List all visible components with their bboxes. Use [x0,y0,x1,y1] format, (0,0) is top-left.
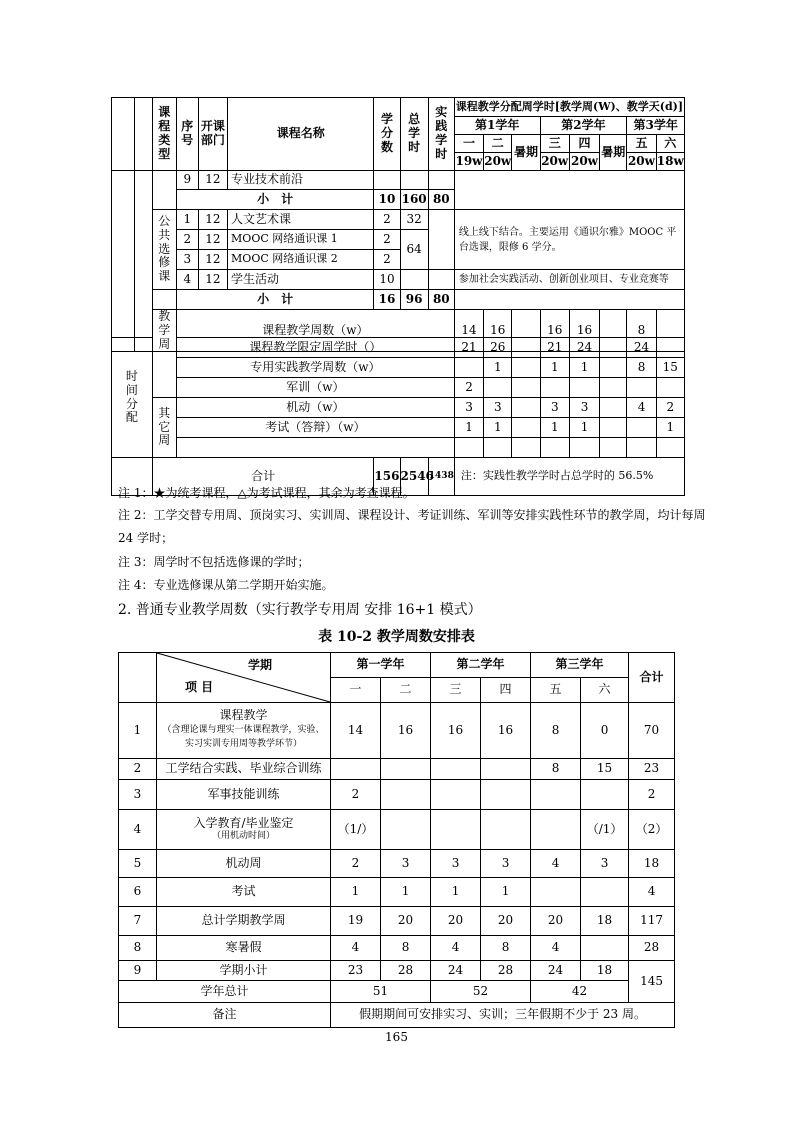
row-number: 4 [119,810,157,850]
table-cell [484,438,512,458]
header-weeks4: 20w [569,153,599,171]
blank-cell [135,171,153,352]
table-cell [581,878,629,907]
total-note: 注：实践性教学学时占总学时的 56.5% [454,458,684,496]
table-cell: 3 [481,850,531,878]
row-total: 70 [629,703,675,759]
table-cell: 2 [454,378,483,398]
header-course-name: 课程名称 [228,98,374,171]
elective-group-label: 公 共 选 修 课 [152,210,176,290]
table-cell: 16 [540,310,569,352]
table-cell: 1 [569,418,599,438]
remark-text: 假期期间可安排实习、实训；三年假期不少于 23 周。 [331,1003,675,1028]
table-cell: 26 [484,338,512,358]
header-year3: 第3学年 [627,117,685,135]
header-item: 项 目 [185,680,214,694]
table-cell: 4 [431,936,481,961]
table-cell [454,171,684,210]
row-label: 入学教育/毕业鉴定 [193,816,294,831]
header-sem6: 六 [656,135,684,153]
note-2-cont: 24 学时； [118,531,174,545]
header-year2: 第二学年 [431,653,531,678]
table-cell: 15 [581,759,629,780]
header-diagonal [157,653,331,703]
table-cell: 20 [431,907,481,936]
table-cell: 24 [431,961,481,981]
table-cell [374,171,400,190]
table-cell [454,290,684,310]
header-sem3: 三 [540,135,569,153]
note-activity: 参加社会实践活动、创新创业项目、专业竞赛等 [454,270,684,290]
table-cell: 18 [581,907,629,936]
table-cell [569,438,599,458]
subtotal-label: 小 计 [176,290,374,310]
subtotal-hours: 160 [400,190,428,210]
table-cell [381,780,431,810]
table-cell [512,438,540,458]
table-cell [481,780,531,810]
table-row [119,780,675,810]
table-cell [627,418,656,438]
header-course-type: 课 程 类 型 [152,98,176,171]
header-hours: 总 学 时 [400,98,428,171]
table-cell: 2 [374,210,400,230]
table-cell: MOOC 网络通识课 1 [228,230,374,250]
table-cell: 1 [481,878,531,907]
teaching-weeks-table [118,652,675,1028]
row-number: 3 [119,780,157,810]
table-cell: 64 [400,230,428,270]
table-cell: 8 [381,936,431,961]
table-cell [600,338,627,358]
header-sem: 二 [381,678,431,703]
table-cell: 2 [331,780,381,810]
table-cell [400,171,428,190]
section-heading: 2. 普通专业教学周数（实行教学专用周 安排 16+1 模式） [118,602,482,618]
header-year2: 第2学年 [540,117,627,135]
table-cell [569,378,599,398]
table-cell: 2 [374,230,400,250]
blank-cell [152,171,176,210]
remark-label: 备注 [119,1003,331,1028]
table-cell: 1 [381,878,431,907]
table-cell: 1 [176,210,198,230]
table-cell: 1 [454,418,483,438]
table-cell: 12 [198,270,227,290]
table-cell [431,759,481,780]
year-total-row [119,981,675,1003]
table-cell: 8 [481,936,531,961]
table-cell [531,780,581,810]
subtotal-practice: 80 [428,290,454,310]
teaching-weeks-label: 教 学 周 [152,310,176,352]
header-year1: 第1学年 [454,117,540,135]
course-hours-table [111,97,685,352]
table-cell: 20 [481,907,531,936]
time-distribution-label: 时 间 分 配 [112,338,153,458]
header-weeks1: 19w [454,153,483,171]
table-cell [581,936,629,961]
table-cell: 3 [540,398,569,418]
header-sem: 三 [431,678,481,703]
table-cell: 2 [656,398,684,418]
table-cell [531,810,581,850]
table-cell: 16 [381,703,431,759]
table-row [119,907,675,936]
table-cell: 14 [454,310,483,352]
table-cell: 3 [484,398,512,418]
row-number: 9 [119,961,157,981]
table-cell [481,810,531,850]
table-cell: 1 [331,878,381,907]
row-total: 23 [629,759,675,780]
row-total: 145 [629,961,675,1003]
table-cell: 1 [484,358,512,378]
table-cell: 20 [381,907,431,936]
header-credit: 学 分 数 [374,98,400,171]
header-sem: 五 [531,678,581,703]
table-cell: 1 [540,358,569,378]
table-cell: 8 [531,703,581,759]
year-total-value: 52 [431,981,531,1003]
table-cell: 12 [198,230,227,250]
blank-cell [152,290,176,310]
table-cell [600,398,627,418]
table-cell [627,438,656,458]
table-cell: 12 [198,171,227,190]
table-cell: 9 [176,171,198,190]
header-dept: 开课 部门 [198,98,227,171]
table-cell: 23 [331,961,381,981]
table-cell: 1 [431,878,481,907]
table-cell [454,358,483,378]
table-cell: 3 [176,250,198,270]
row-label: 考试 [157,878,331,907]
table-cell [512,338,540,358]
row-label: 工学结合实践、毕业综合训练 [157,759,331,780]
total-hours: 2546 [400,458,428,496]
table-cell: 4 [331,936,381,961]
table-cell: 0 [581,703,629,759]
table-row [119,961,675,981]
table-cell [381,810,431,850]
table-cell [512,378,540,398]
note-2: 注 2：工学交替专用周、顶岗实习、实训周、课程设计、考证训练、军训等安排实践性环节的教学周，均计每周 [118,508,706,522]
table-row [119,703,675,759]
table-cell: 2 [176,230,198,250]
table-cell [428,171,454,190]
row-label: 机动周 [157,850,331,878]
table-cell [540,438,569,458]
row-sublabel: （含理论课与理实一体课程教学，实验、实习实训专用周等教学环节） [162,725,325,750]
table-cell: 3 [431,850,481,878]
table-cell: 军训（w） [176,378,454,398]
table-cell: 16 [431,703,481,759]
table-row [119,810,675,850]
table-cell: 4 [176,270,198,290]
row-total: 117 [629,907,675,936]
table-cell: 16 [484,310,512,352]
subtotal-label: 小 计 [176,190,374,210]
remark-row [119,1003,675,1028]
table-cell: 2 [331,850,381,878]
table-cell: 专业技术前沿 [228,171,374,190]
table-cell: （/1） [581,810,629,850]
subtotal-practice: 80 [428,190,454,210]
row-number: 8 [119,936,157,961]
header-weeks5: 20w [627,153,656,171]
row-label: 总计学期教学周 [157,907,331,936]
table-row [119,850,675,878]
table-cell: 18 [581,961,629,981]
teaching-weeks-group [152,338,176,398]
table-cell: 21 [540,338,569,358]
row-label: 学期小计 [157,961,331,981]
subtotal-credit: 10 [374,190,400,210]
page-number: 165 [385,1030,408,1044]
header-sem2: 二 [484,135,512,153]
table-cell: 12 [198,250,227,270]
table-cell: （1/） [331,810,381,850]
note-4: 注 4：专业选修课从第二学期开始实施。 [118,578,334,592]
table-cell: 24 [569,338,599,358]
note-1: 注 1：★为统考课程，△为考试课程，其余为考查课程。 [118,486,415,500]
total-credit: 156 [374,458,400,496]
row-label: 课程教学 [219,708,268,723]
table-cell: 21 [454,338,483,358]
header-sem1: 一 [454,135,483,153]
header-weeks6: 18w [656,153,684,171]
year-total-value: 42 [531,981,629,1003]
header-sem5: 五 [627,135,656,153]
time-distribution-table [111,337,685,496]
diagonal-line [157,653,330,702]
table-cell [481,759,531,780]
header-summer1: 暑期 [512,135,540,171]
row-number: 2 [119,759,157,780]
table-cell: 28 [481,961,531,981]
table-cell [381,759,431,780]
note-3: 注 3：周学时不包括选修课的学时； [118,555,310,569]
table-cell [331,759,381,780]
table-cell: 10 [374,270,400,290]
table-cell [428,270,454,290]
table-cell: 8 [531,759,581,780]
table-cell: 1 [540,418,569,438]
row-number: 6 [119,878,157,907]
table-cell [176,438,454,458]
total-label: 合计 [152,458,374,496]
table-cell: 20 [531,907,581,936]
year-total-label: 学年总计 [119,981,331,1003]
row-number: 7 [119,907,157,936]
table-cell: 课程教学限定周学时（） [176,338,454,358]
blank-cell [119,653,157,703]
table-row [119,759,675,780]
row-label-cell [157,703,331,759]
table-row [119,878,675,907]
table-cell [581,780,629,810]
row-sublabel: （用机动时间） [211,831,275,842]
table-cell: 考试（答辩）（w） [176,418,454,438]
header-year1: 第一学年 [331,653,431,678]
table-cell: 32 [400,210,428,230]
table-cell: 4 [531,936,581,961]
note-online: 线上线下结合。主要运用《通识尔雅》MOOC 平台选课，限修 6 学分。 [454,210,684,270]
table-cell: 8 [627,358,656,378]
header-sem: 一 [331,678,381,703]
row-label: 寒暑假 [157,936,331,961]
row-label-cell [157,810,331,850]
header-total: 合计 [629,653,675,703]
subtotal-credit: 16 [374,290,400,310]
table-cell [531,878,581,907]
header-seq: 序 号 [176,98,198,171]
header-sem: 六 [581,678,629,703]
table-cell: 机动（w） [176,398,454,418]
table-cell: 16 [569,310,599,352]
table-cell: 3 [581,850,629,878]
table-cell [431,780,481,810]
year-total-value: 51 [331,981,431,1003]
table-cell: 15 [656,358,684,378]
table-cell [400,270,428,290]
row-label: 军事技能训练 [157,780,331,810]
table-cell: 14 [331,703,381,759]
row-total: 2 [629,780,675,810]
table-cell: 4 [531,850,581,878]
table-cell [512,358,540,378]
table-cell [512,398,540,418]
table-cell: 3 [569,398,599,418]
table-cell [512,418,540,438]
table-cell [431,810,481,850]
table-cell [656,438,684,458]
table-cell: 4 [627,398,656,418]
table-cell [600,418,627,438]
blank-cell [112,98,135,171]
header-sem4: 四 [569,135,599,153]
header-distribution: 课程教学分配周学时[教学周(W)、教学天(d)] [454,98,684,117]
table-cell [656,378,684,398]
blank-cell [112,171,135,352]
table-cell: 24 [531,961,581,981]
row-number: 1 [119,703,157,759]
row-total: （2） [629,810,675,850]
blank-cell [135,98,153,171]
table-cell: 19 [331,907,381,936]
total-practice: 1438 [428,458,454,496]
table-cell: 3 [381,850,431,878]
table-cell [600,438,627,458]
table-cell [454,438,483,458]
table-cell: 3 [454,398,483,418]
table-cell [540,378,569,398]
table-cell: 16 [481,703,531,759]
header-term: 学期 [247,658,272,672]
table-cell: 1 [484,418,512,438]
header-summer2: 暑期 [600,135,627,171]
table-cell [656,338,684,358]
header-practice: 实 践 学 时 [428,98,454,171]
other-weeks-label: 其 它 周 [152,398,176,458]
table-cell: 2 [374,250,400,270]
header-weeks3: 20w [540,153,569,171]
header-sem: 四 [481,678,531,703]
table-cell: 专用实践教学周数（w） [176,358,454,378]
table-cell: 12 [198,210,227,230]
table-row [119,936,675,961]
table-cell [428,210,454,270]
table-cell: 1 [656,418,684,438]
table-cell: 28 [381,961,431,981]
table-cell [600,358,627,378]
table-cell: MOOC 网络通识课 2 [228,250,374,270]
table-cell: 学生活动 [228,270,374,290]
table-cell [627,378,656,398]
table-cell: 1 [569,358,599,378]
table-cell: 课程教学周数（w） [176,310,454,352]
row-total: 18 [629,850,675,878]
header-weeks2: 20w [484,153,512,171]
row-number: 5 [119,850,157,878]
row-total: 28 [629,936,675,961]
table-cell: 人文艺术课 [228,210,374,230]
table-cell [600,378,627,398]
header-year3: 第三学年 [531,653,629,678]
table-cell [484,378,512,398]
table-cell: 8 [627,310,656,352]
row-total: 4 [629,878,675,907]
subtotal-hours: 96 [400,290,428,310]
table-cell: 24 [627,338,656,358]
table-title: 表 10-2 教学周数安排表 [318,629,475,645]
